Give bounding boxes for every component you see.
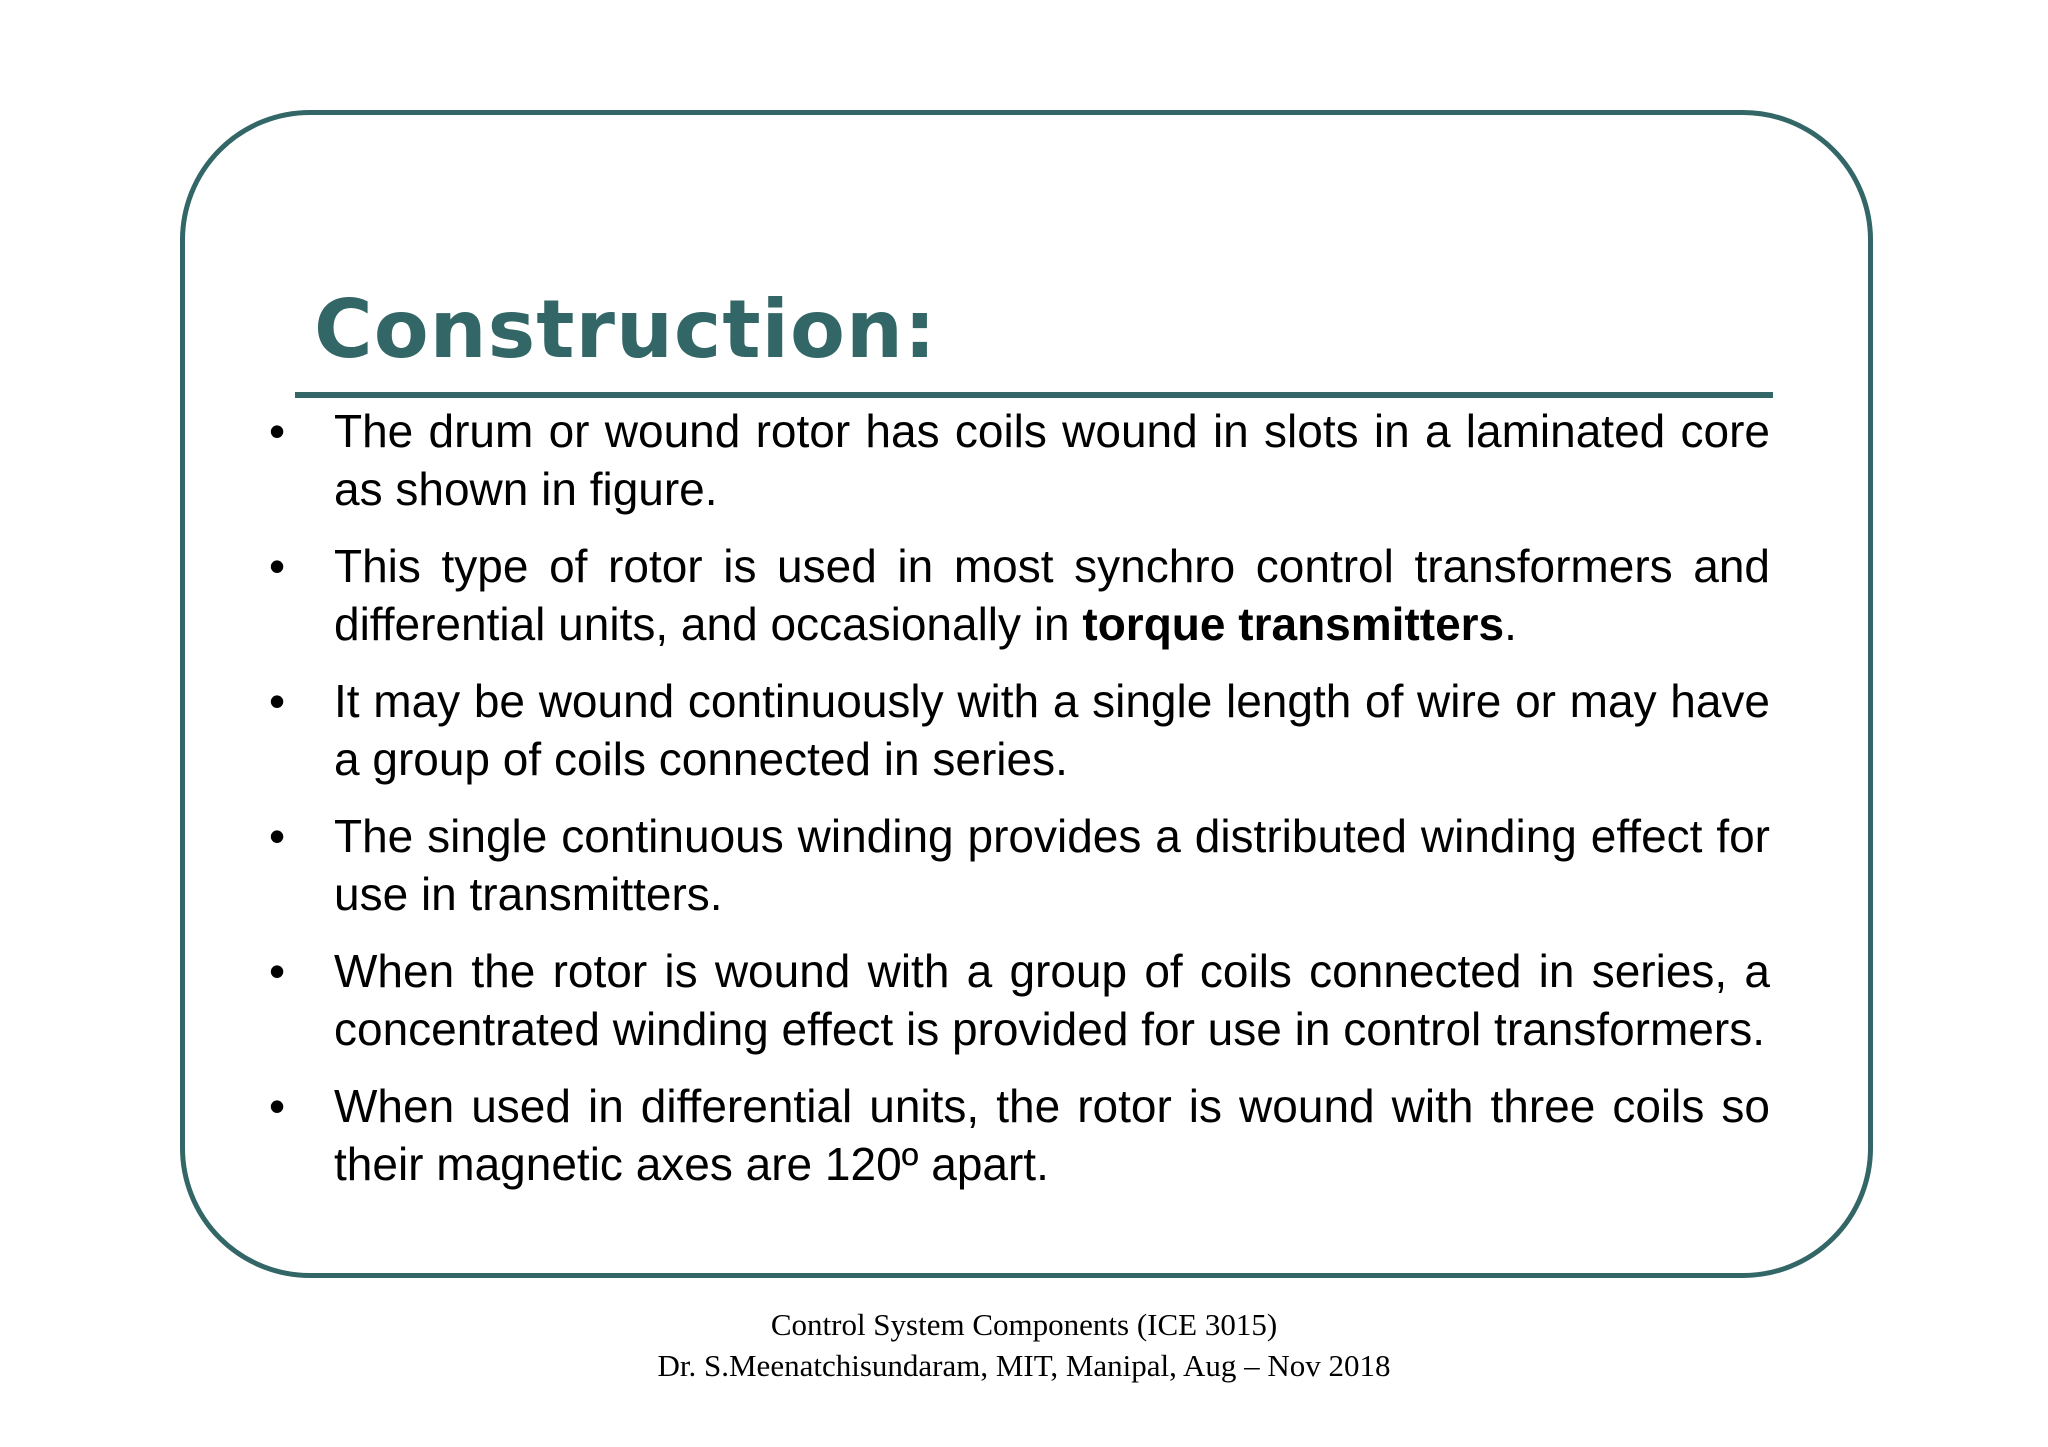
bullet-text: The single continuous winding provides a distributed winding effect for use in transmitters.	[334, 810, 1770, 920]
bullet-item	[262, 942, 1770, 1058]
bullet-icon: •	[268, 810, 286, 862]
bullet-item	[262, 807, 1770, 923]
bullet-item	[262, 1077, 1770, 1193]
bullet-text: The drum or wound rotor has coils wound in slots in a laminated core as shown in figure.	[334, 405, 1770, 515]
bullet-icon: •	[268, 1080, 286, 1132]
footer-course-line: Control System Components (ICE 3015)	[770, 1307, 1278, 1342]
bullet-text: It may be wound continuously with a single length of wire or may have a group of coils connected in series.	[334, 675, 1770, 785]
bullet-icon: •	[268, 945, 286, 997]
bullet-item	[262, 537, 1770, 653]
bullet-list	[262, 402, 1770, 1212]
bullet-icon: •	[268, 675, 286, 727]
bullet-text: When used in differential units, the rotor is wound with three coils so their magnetic axes are 120º apart.	[334, 1080, 1770, 1190]
bullet-icon: •	[268, 540, 286, 592]
title-underline	[295, 392, 1773, 398]
slide-footer	[0, 1304, 2048, 1386]
bullet-item	[262, 672, 1770, 788]
footer-author-line: Dr. S.Meenatchisundaram, MIT, Manipal, Aug – Nov 2018	[657, 1348, 1391, 1383]
bullet-bold-term: torque transmitters	[1082, 598, 1505, 650]
bullet-text-end: .	[1504, 598, 1517, 650]
bullet-text: When the rotor is wound with a group of coils connected in series, a concentrated winding effect is provided for use in control transformers.	[334, 945, 1770, 1055]
slide-title: Construction:	[314, 283, 937, 376]
bullet-icon: •	[268, 405, 286, 457]
bullet-text: This type of rotor is used in most synchro control transformers and differential units, and occasionally in	[334, 540, 1770, 650]
bullet-item	[262, 402, 1770, 518]
